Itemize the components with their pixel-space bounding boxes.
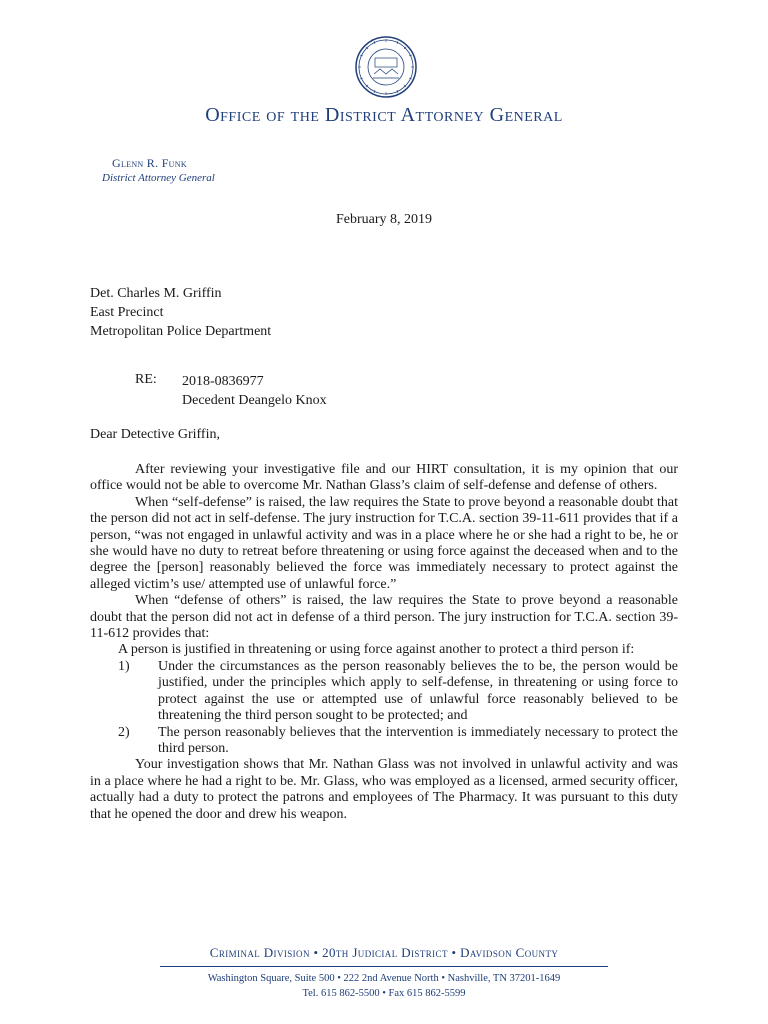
letter-date: February 8, 2019 [335, 212, 433, 227]
case-number: 2018-0836977 [182, 374, 264, 389]
list-item [118, 659, 678, 725]
body-paragraph: After reviewing your investigative file and our HIRT consultation, it is my opinion that our office would not be able to overcome Mr. Nathan Glass’s claim of self-defense and defense of others. [90, 462, 678, 494]
list-item-number: 2) [118, 724, 130, 740]
footer-division: Criminal Division • 20th Judicial District • Davidson County [209, 945, 559, 960]
footer-address: Washington Square, Suite 500 • 222 2nd Avenue North • Nashville, TN 37201-1649 [207, 973, 561, 984]
recipient-address [90, 284, 271, 341]
footer-divider [160, 966, 608, 967]
list-item-text: Under the circumstances as the person reasonably believes the to be, the person would be justified, under the principles which apply to self-defense, in threatening or using force to protect against the use or attempted use of unlawful force reasonably believed to be threatening the third person sought to be protected; and [158, 658, 678, 724]
letter-body [90, 462, 678, 823]
body-paragraph: When “self-defense” is raised, the law requires the State to prove beyond a reasonable doubt that the person did not act in self-defense. The jury instruction for T.C.A. section 39-11-611 provides that if a person, “was not engaged in unlawful activity and was in a place where he or she had a right to be, he or she would have no duty to retreat before threatening or using force against the deceased when and to the degree the [person] reasonably believed the force was immediately necessary to protect against the alleged victim’s use/ attempted use of unlawful force.” [90, 494, 678, 592]
salutation: Dear Detective Griffin, [90, 427, 220, 442]
official-title: District Attorney General [102, 172, 215, 184]
official-name: Glenn R. Funk [112, 156, 187, 170]
quote-list [118, 659, 678, 757]
statute-quote [118, 642, 678, 757]
re-label: RE: [135, 372, 157, 387]
recipient-unit: East Precinct [90, 305, 164, 320]
reference-block [182, 372, 327, 410]
office-title: Office of the District Attorney General [205, 104, 563, 126]
list-item [118, 725, 678, 758]
case-subject: Decedent Deangelo Knox [182, 393, 327, 408]
list-item-number: 1) [118, 658, 130, 674]
recipient-name: Det. Charles M. Griffin [90, 286, 222, 301]
state-seal-icon [355, 36, 417, 98]
body-paragraph: Your investigation shows that Mr. Nathan Glass was not involved in unlawful activity and was in a place where he had a right to be. Mr. Glass, who was employed as a licensed, armed security officer, actually had a duty to protect the patrons and employees of The Pharmacy. It was pursuant to this duty that he opened the door and drew his weapon. [90, 757, 678, 822]
recipient-department: Metropolitan Police Department [90, 324, 272, 339]
quote-intro: A person is justified in threatening or using force against another to protect a third person if: [118, 642, 635, 658]
body-paragraph: When “defense of others” is raised, the law requires the State to prove beyond a reasonable doubt that the person did not act in defense of a third person. The jury instruction for T.C.A. section 39-11-612 provides that: [90, 593, 678, 642]
list-item-text: The person reasonably believes that the intervention is immediately necessary to protect the third person. [158, 724, 678, 756]
footer-phone: Tel. 615 862-5500 • Fax 615 862-5599 [302, 988, 466, 999]
